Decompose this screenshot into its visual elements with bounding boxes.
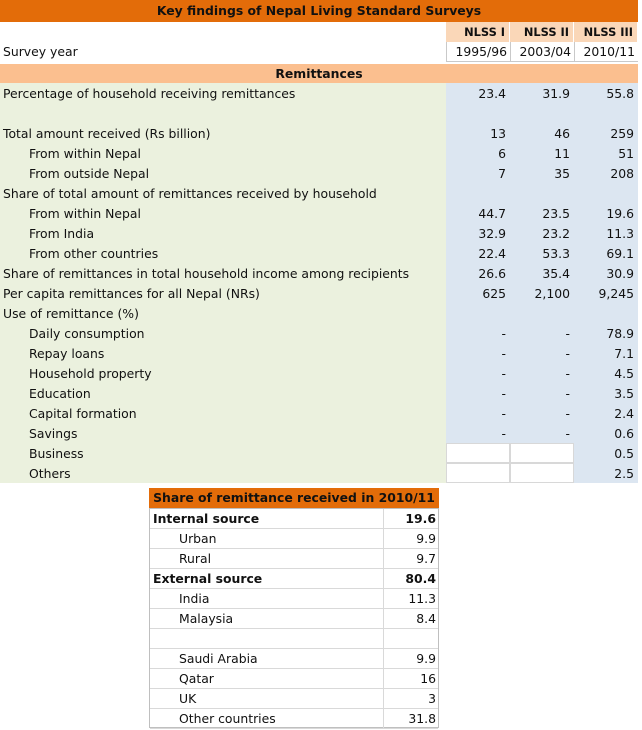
share-table-row	[150, 529, 438, 549]
survey-year-cell[interactable]: 2003/04	[510, 42, 574, 62]
value-cell[interactable]: 11.3	[606, 226, 634, 241]
share-value-cell[interactable]: 80.4	[383, 569, 438, 588]
value-cell[interactable]: -	[565, 366, 570, 381]
value-cell[interactable]	[446, 464, 506, 484]
value-cell[interactable]: 23.4	[478, 86, 506, 101]
row-label[interactable]: From within Nepal	[29, 206, 141, 221]
share-value-cell[interactable]: 9.9	[383, 529, 438, 548]
value-cell[interactable]	[510, 104, 570, 124]
value-cell[interactable]: 23.2	[542, 226, 570, 241]
share-row-label[interactable]: India	[179, 591, 210, 606]
table-row	[0, 284, 638, 304]
share-value-cell[interactable]	[383, 629, 438, 648]
share-value-cell[interactable]: 9.9	[383, 649, 438, 668]
value-cell[interactable]: 0.6	[614, 426, 634, 441]
table-title: Key findings of Nepal Living Standard Surveys	[0, 0, 638, 22]
table-row	[0, 264, 638, 284]
share-value-cell[interactable]: 31.8	[383, 709, 438, 728]
row-label[interactable]: From outside Nepal	[29, 166, 150, 181]
share-row-label[interactable]: External source	[153, 571, 263, 586]
table-row	[0, 464, 638, 484]
value-cell[interactable]: 208	[610, 166, 634, 181]
column-header[interactable]: NLSS I	[446, 22, 509, 42]
share-table-title: Share of remittance received in 2010/11	[149, 488, 439, 508]
value-cell[interactable]: -	[565, 426, 570, 441]
row-label[interactable]: Household property	[29, 366, 152, 381]
column-header[interactable]: NLSS III	[574, 22, 637, 42]
row-label[interactable]: Business	[29, 446, 84, 461]
value-cell[interactable]: 35	[554, 166, 570, 181]
value-cell[interactable]: -	[565, 406, 570, 421]
value-cell[interactable]: 69.1	[606, 246, 634, 261]
share-row-label[interactable]: Malaysia	[179, 611, 234, 626]
value-cell[interactable]: 35.4	[542, 266, 570, 281]
value-cell[interactable]: 4.5	[614, 366, 634, 381]
share-row-label[interactable]: UK	[179, 691, 197, 706]
share-table	[149, 508, 439, 728]
value-cell[interactable]	[446, 184, 506, 204]
value-cell[interactable]: 2.4	[614, 406, 634, 421]
table-row	[0, 444, 638, 464]
value-cell[interactable]: -	[501, 406, 506, 421]
row-label[interactable]: Use of remittance (%)	[3, 306, 139, 321]
value-cell[interactable]: 3.5	[614, 386, 634, 401]
row-label[interactable]: Share of total amount of remittances received by household	[3, 186, 377, 201]
value-cell[interactable]	[446, 304, 506, 324]
table-row	[0, 364, 638, 384]
table-row	[0, 244, 638, 264]
value-cell[interactable]	[574, 304, 634, 324]
value-cell[interactable]: -	[501, 346, 506, 361]
value-cell[interactable]: 19.6	[606, 206, 634, 221]
value-cell[interactable]: 78.9	[606, 326, 634, 341]
value-cell[interactable]: 2,100	[534, 286, 570, 301]
share-row-label[interactable]: Other countries	[179, 711, 276, 726]
share-table-row	[150, 589, 438, 609]
share-row-label[interactable]: Internal source	[153, 511, 260, 526]
table-row	[0, 84, 638, 104]
share-value-cell[interactable]: 8.4	[383, 609, 438, 628]
share-table-row	[150, 629, 438, 649]
value-cell[interactable]	[510, 184, 570, 204]
value-cell[interactable]: 46	[554, 126, 570, 141]
table-row	[0, 204, 638, 224]
table-row	[0, 164, 638, 184]
share-value-cell[interactable]: 3	[383, 689, 438, 708]
row-label[interactable]: From India	[29, 226, 95, 241]
row-label[interactable]: Others	[29, 466, 71, 481]
share-row-label[interactable]: Saudi Arabia	[179, 651, 258, 666]
column-header-row	[0, 22, 638, 42]
survey-year-row	[0, 42, 638, 62]
value-cell[interactable]: 11	[554, 146, 570, 161]
table-row	[0, 424, 638, 444]
share-value-cell[interactable]: 16	[383, 669, 438, 688]
share-table-row	[150, 689, 438, 709]
share-row-label[interactable]: Qatar	[179, 671, 214, 686]
table-row	[0, 304, 638, 324]
row-label[interactable]: Savings	[29, 426, 78, 441]
value-cell[interactable]: 7.1	[614, 346, 634, 361]
share-table-row	[150, 709, 438, 729]
value-cell[interactable]	[510, 304, 570, 324]
value-cell[interactable]	[446, 444, 506, 464]
value-cell[interactable]: 0.5	[614, 446, 634, 461]
row-label[interactable]: Capital formation	[29, 406, 137, 421]
value-cell[interactable]	[574, 184, 634, 204]
value-cell[interactable]	[510, 444, 570, 464]
value-cell[interactable]: 32.9	[478, 226, 506, 241]
share-table-row	[150, 549, 438, 569]
value-cell[interactable]	[574, 104, 634, 124]
row-label[interactable]: Per capita remittances for all Nepal (NRs)	[3, 286, 260, 301]
value-cell[interactable]: 22.4	[478, 246, 506, 261]
row-label[interactable]: Education	[29, 386, 91, 401]
share-table-row	[150, 669, 438, 689]
value-cell[interactable]: -	[565, 326, 570, 341]
value-cell[interactable]: -	[501, 426, 506, 441]
row-label[interactable]: Repay loans	[29, 346, 105, 361]
value-cell[interactable]: -	[501, 366, 506, 381]
table-row	[0, 224, 638, 244]
table-row	[0, 404, 638, 424]
row-label[interactable]: Share of remittances in total household income among recipients	[3, 266, 410, 281]
value-cell[interactable]: 7	[498, 166, 506, 181]
share-table-row	[150, 569, 438, 589]
table-row	[0, 104, 638, 124]
table-row	[0, 384, 638, 404]
value-cell[interactable]: 51	[618, 146, 634, 161]
share-table-row	[150, 509, 438, 529]
value-cell[interactable]: 23.5	[542, 206, 570, 221]
value-cell[interactable]: 30.9	[606, 266, 634, 281]
value-cell[interactable]: 2.5	[614, 466, 634, 481]
row-label[interactable]: From other countries	[29, 246, 159, 261]
value-cell[interactable]: -	[565, 346, 570, 361]
table-row	[0, 324, 638, 344]
share-row-label[interactable]: Rural	[179, 551, 212, 566]
share-row-label[interactable]: Urban	[179, 531, 217, 546]
row-label[interactable]: Percentage of household receiving remittances	[3, 86, 296, 101]
value-cell[interactable]: 13	[490, 126, 506, 141]
value-cell[interactable]: 26.6	[478, 266, 506, 281]
column-header[interactable]: NLSS II	[510, 22, 573, 42]
row-label[interactable]: Total amount received (Rs billion)	[3, 126, 211, 141]
value-cell[interactable]: 44.7	[478, 206, 506, 221]
row-label[interactable]: Daily consumption	[29, 326, 145, 341]
table-row	[0, 184, 638, 204]
value-cell[interactable]: 625	[482, 286, 506, 301]
value-cell[interactable]: -	[501, 386, 506, 401]
table-row	[0, 344, 638, 364]
value-cell[interactable]: -	[565, 386, 570, 401]
survey-year-cell[interactable]: 1995/96	[446, 42, 510, 62]
section-header-remittances: Remittances	[0, 64, 638, 83]
table-row	[0, 124, 638, 144]
survey-year-cell[interactable]: 2010/11	[574, 42, 638, 62]
share-value-cell[interactable]: 19.6	[383, 509, 438, 528]
share-table-row	[150, 609, 438, 629]
table-row	[0, 144, 638, 164]
share-table-row	[150, 649, 438, 669]
value-cell[interactable]: -	[501, 326, 506, 341]
value-cell[interactable]	[510, 464, 570, 484]
row-label[interactable]: From within Nepal	[29, 146, 141, 161]
value-cell[interactable]: 31.9	[542, 86, 570, 101]
value-cell[interactable]	[446, 104, 506, 124]
value-cell[interactable]: 55.8	[606, 86, 634, 101]
survey-year-label[interactable]: Survey year	[3, 44, 78, 59]
value-cell[interactable]: 9,245	[598, 286, 634, 301]
share-value-cell[interactable]: 11.3	[383, 589, 438, 608]
share-value-cell[interactable]: 9.7	[383, 549, 438, 568]
value-cell[interactable]: 259	[610, 126, 634, 141]
value-cell[interactable]: 6	[498, 146, 506, 161]
value-cell[interactable]: 53.3	[542, 246, 570, 261]
